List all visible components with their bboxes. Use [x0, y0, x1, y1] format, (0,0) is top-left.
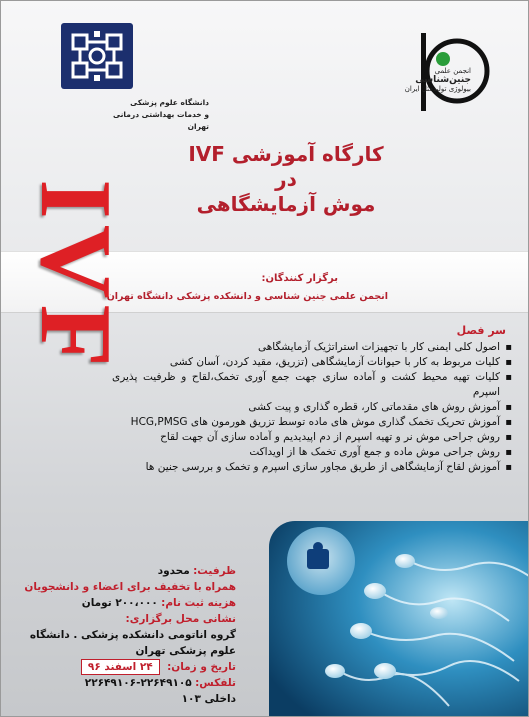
syllabus-item: ▪ کلیات مربوط به کار با حیوانات آزمایشگاهی (تزریق، مقید کردن، آسان کشی: [112, 355, 512, 370]
capacity-row: [12, 563, 236, 579]
poster-title-line: موش آزمایشگاهی: [196, 192, 376, 216]
syllabus-item: ▪ روش جراحی موش ماده و جمع آوری تخمک ها از اویداکت: [112, 445, 512, 460]
syllabus-item: ▪ اصول کلی ایمنی کار با تجهیزات استراتژیک آزمایشگاهی: [112, 340, 512, 355]
venue-label: نشانی محل برگزاری:: [125, 613, 236, 625]
fee-value: ۲۰۰،۰۰۰ تومان: [81, 597, 158, 609]
organizers-text: انجمن علمی جنین شناسی و دانشکده پزشکی دانشگاه تهران: [106, 291, 388, 302]
phone-value: ۲۲۶۴۹۱۰۵-۲۲۶۴۹۱۰۶: [84, 677, 192, 689]
poster-title-line: کارگاه آموزشی IVF در: [188, 142, 384, 191]
association-name: [397, 67, 471, 94]
university-emblem-icon: [61, 23, 133, 89]
info-block: [12, 563, 236, 707]
sperm-puzzle-icon: [269, 521, 529, 717]
syllabus-heading: سر فصل: [456, 324, 506, 337]
association-name-line: انجمن علمی: [434, 67, 471, 75]
capacity-label: ظرفیت:: [193, 565, 236, 577]
phone-row: [12, 675, 236, 691]
association-name-line: بیولوژی تولیدمثل ایران: [404, 85, 471, 93]
university-name-line: و خدمات بهداشتی درمانی تهران: [113, 110, 209, 131]
capacity-value: محدود: [157, 565, 190, 577]
fee-row: [12, 595, 236, 611]
university-logo: [61, 23, 133, 89]
discount-note: همراه با تخفیف برای اعضاء و دانشجویان: [24, 581, 236, 593]
date-label: تاریخ و زمان:: [167, 661, 236, 673]
sperm-egg-illustration: [269, 521, 529, 717]
organizers-label: برگزار کنندگان:: [261, 273, 338, 284]
venue-value: گروه اناتومی دانشکده پزشکی . دانشگاه علوم پزشکی تهران: [29, 629, 236, 657]
phone-label: تلفکس:: [195, 677, 236, 689]
fee-label: هزینه ثبت نام:: [161, 597, 236, 609]
date-value: ۲۴ اسفند ۹۶: [81, 659, 160, 675]
date-row: [12, 659, 236, 675]
university-name-line: دانشگاه علوم پزشکی: [130, 98, 209, 107]
syllabus-item: ▪ کلیات تهیه محیط کشت و آماده سازی جهت جمع آوری تخمک،لقاح و ظرفیت پذیری اسپرم: [112, 370, 512, 400]
association-name-line: جنین‌شناسی: [415, 75, 471, 85]
syllabus-item: ▪ روش جراحی موش نر و تهیه اسپرم از دم اپیدیدیم و آماده سازی آن جهت لقاح: [112, 430, 512, 445]
phone-extension: داخلی ۱۰۳: [181, 693, 236, 705]
syllabus-item: ▪ آموزش لقاح آزمایشگاهی از طریق مجاور سازی اسپرم و تخمک و بررسی جنین ها: [112, 460, 512, 475]
syllabus-item: ▪ آموزش روش های مقدماتی کار، قطره گذاری و پیت کشی: [112, 400, 512, 415]
poster-title: [181, 142, 391, 217]
syllabus-list: [112, 340, 512, 475]
university-name: [113, 97, 209, 133]
ivf-big-letters: IVF: [19, 179, 132, 373]
syllabus-item: ▪ آموزش تحریک تخمک گذاری موش های ماده توسط تزریق هورمون های HCG,PMSG: [112, 415, 512, 430]
